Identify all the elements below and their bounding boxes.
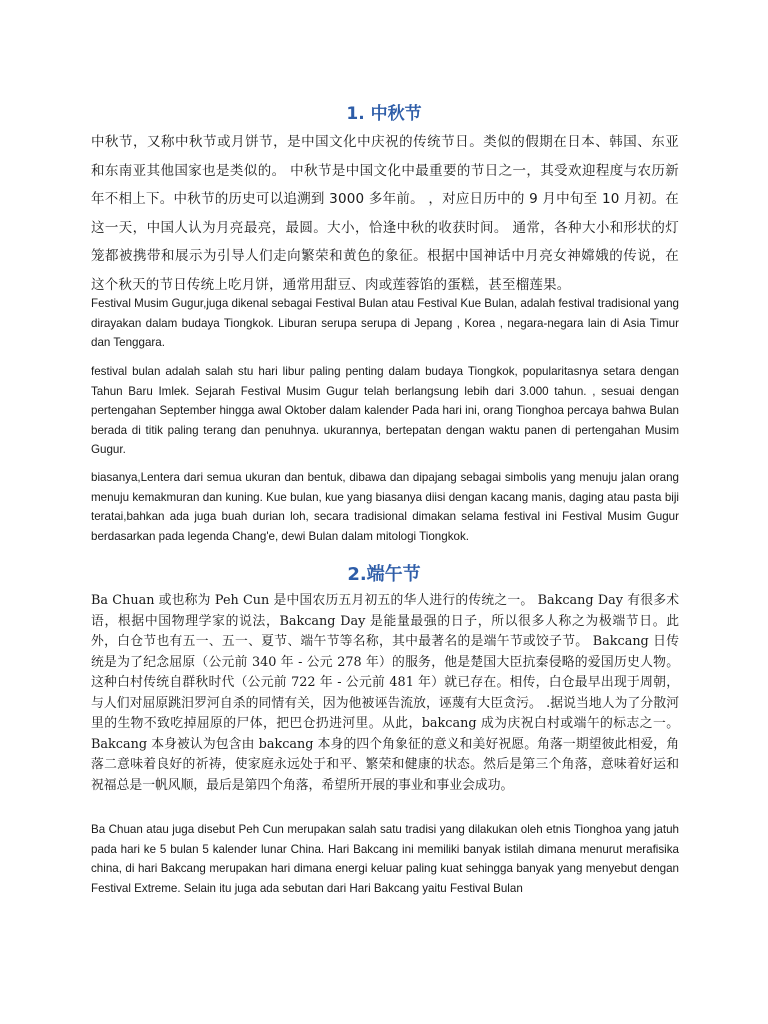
paragraph-chinese-dragon-boat: Ba Chuan 或也称为 Peh Cun 是中国农历五月初五的华人进行的传统之一。 Bakcang Day 有很多术语，根据中国物理学家的说法，Bakcang Day 是能量最强的日子，所以很多人称之为极端节日。此外，白仓节也有五一、五一、夏节、端午节等名称，其中最著名的是端午节或饺子节。 Bakcang 日传统是为了纪念屈原（公元前 340 年 - 公元 278 年）的服务，他是楚国大臣抗秦侵略的爱国历史人物。这种白村传统自群秋时代（公元前 722 年 - 公元前 481 年）就已存在。相传，白仓最早出现于周朝，与人们对屈原跳汨罗河自杀的同情有关，因为他被诬告流放，诬蔑有大臣贪污。 .据说当地人为了分散河里的生物不致吃掉屈原的尸体，把巴仓扔进河里。从此，bakcang 成为庆祝白村或端午的标志之一。 Bakcang 本身被认为包含由 bakcang 本身的四个角象征的意义和美好祝愿。角落一期望彼此相爱，角落二意味着良好的祈祷，使家庭永远处于和平、繁荣和健康的状态。然后是第三个角落，意味着好运和祝福总是一帆风顺，最后是第四个角落，希望所开展的事业和事业会成功。	[91, 593, 679, 793]
section-heading-dragon-boat: 2.端午节	[347, 564, 421, 585]
paragraph-indonesian-2: festival bulan adalah salah stu hari libur paling penting dalam budaya Tiongkok, popularitasnya setara dengan Tahun Baru Imlek. Sejarah Festival Musim Gugur telah berlangsung lebih dari 3.000 tahun. , sesuai dengan pertengahan September hingga awal Oktober dalam kalender Pada hari ini, orang Tionghoa percaya bahwa Bulan berada di titik paling terang dan penuhnya. ukurannya, bertepatan dengan waktu panen di pertengahan Musim Gugur.	[91, 365, 679, 456]
section-heading-mid-autumn: 1. 中秋节	[346, 104, 422, 124]
paragraph-indonesian-1: Festival Musim Gugur,juga dikenal sebagai Festival Bulan atau Festival Kue Bulan, adalah festival tradisional yang dirayakan dalam budaya Tiongkok. Liburan serupa serupa di Jepang , Korea , negara-negara lain di Asia Timur dan Tenggara.	[91, 297, 679, 349]
paragraph-indonesian-4: Ba Chuan atau juga disebut Peh Cun merupakan salah satu tradisi yang dilakukan oleh etnis Tionghoa yang jatuh pada hari ke 5 bulan 5 kalender lunar China. Hari Bakcang ini memiliki banyak istilah dimana menurut merafisika china, di hari Bakcang merupakan hari dimana energi keluar paling kuat sehingga banyak yang menyebut dengan Festival Extreme. Selain itu juga ada sebutan dari Hari Bakcang yaitu Festival Bulan	[91, 823, 679, 895]
paragraph-chinese-mid-autumn: 中秋节，又称中秋节或月饼节，是中国文化中庆祝的传统节日。类似的假期在日本、韩国、东亚和东南亚其他国家也是类似的。 中秋节是中国文化中最重要的节日之一，其受欢迎程度与农历新年不相上下。中秋节的历史可以追溯到 3000 多年前。 ，对应日历中的 9 月中旬至 10 月初。在这一天，中国人认为月亮最亮，最圆。大小，恰逢中秋的收获时间。 通常，各种大小和形状的灯笼都被携带和展示为引导人们走向繁荣和黄色的象征。根据中国神话中月亮女神嫦娥的传说，在这个秋天的节日传统上吃月饼，通常用甜豆、肉或莲蓉馅的蛋糕，甚至榴莲果。	[91, 134, 679, 293]
paragraph-indonesian-3: biasanya,Lentera dari semua ukuran dan bentuk, dibawa dan dipajang sebagai simbolis yang menuju jalan orang menuju kemakmuran dan kuning. Kue bulan, kue yang biasanya diisi dengan kacang manis, daging atau pasta biji teratai,bahkan ada juga buah durian loh, secara tradisional dimakan selama festival ini Festival Musim Gugur berdasarkan pada legenda Chang'e, dewi Bulan dalam mitologi Tiongkok.	[91, 471, 679, 543]
